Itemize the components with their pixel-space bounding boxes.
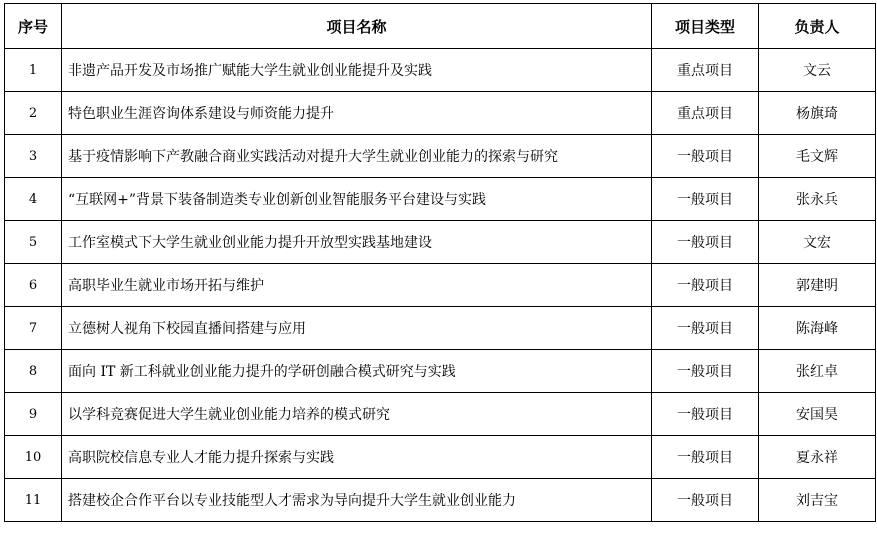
table-row <box>5 49 876 92</box>
table-header-row <box>5 4 876 49</box>
table-row <box>5 92 876 135</box>
cell-project-type: 一般项目 <box>652 135 759 178</box>
table-row <box>5 178 876 221</box>
table-row <box>5 479 876 522</box>
header-project-type: 项目类型 <box>652 4 759 49</box>
cell-index: 6 <box>5 264 62 307</box>
cell-owner: 夏永祥 <box>759 436 876 479</box>
cell-project-type: 一般项目 <box>652 264 759 307</box>
project-table <box>4 3 876 522</box>
cell-index: 10 <box>5 436 62 479</box>
cell-index: 2 <box>5 92 62 135</box>
header-owner: 负责人 <box>759 4 876 49</box>
header-project-name: 项目名称 <box>62 4 652 49</box>
table-row <box>5 307 876 350</box>
cell-owner: 张红卓 <box>759 350 876 393</box>
cell-project-name: 面向 IT 新工科就业创业能力提升的学研创融合模式研究与实践 <box>62 350 652 393</box>
cell-project-type: 一般项目 <box>652 393 759 436</box>
table-row <box>5 135 876 178</box>
cell-project-type: 重点项目 <box>652 49 759 92</box>
cell-index: 4 <box>5 178 62 221</box>
cell-project-name: 搭建校企合作平台以专业技能型人才需求为导向提升大学生就业创业能力 <box>62 479 652 522</box>
cell-project-name: 特色职业生涯咨询体系建设与师资能力提升 <box>62 92 652 135</box>
cell-index: 11 <box>5 479 62 522</box>
cell-owner: 陈海峰 <box>759 307 876 350</box>
cell-project-type: 一般项目 <box>652 178 759 221</box>
cell-project-name: 非遗产品开发及市场推广赋能大学生就业创业能提升及实践 <box>62 49 652 92</box>
cell-project-name: 以学科竞赛促进大学生就业创业能力培养的模式研究 <box>62 393 652 436</box>
table-row <box>5 350 876 393</box>
cell-project-name: “互联网+”背景下装备制造类专业创新创业智能服务平台建设与实践 <box>62 178 652 221</box>
cell-project-name: 高职毕业生就业市场开拓与维护 <box>62 264 652 307</box>
table-row <box>5 436 876 479</box>
cell-project-type: 一般项目 <box>652 350 759 393</box>
cell-project-name: 基于疫情影响下产教融合商业实践活动对提升大学生就业创业能力的探索与研究 <box>62 135 652 178</box>
cell-owner: 毛文辉 <box>759 135 876 178</box>
cell-project-type: 重点项目 <box>652 92 759 135</box>
cell-index: 8 <box>5 350 62 393</box>
cell-index: 3 <box>5 135 62 178</box>
cell-project-name: 立德树人视角下校园直播间搭建与应用 <box>62 307 652 350</box>
cell-owner: 郭建明 <box>759 264 876 307</box>
table-row <box>5 393 876 436</box>
cell-project-type: 一般项目 <box>652 221 759 264</box>
cell-project-type: 一般项目 <box>652 479 759 522</box>
cell-owner: 文宏 <box>759 221 876 264</box>
cell-project-name: 工作室模式下大学生就业创业能力提升开放型实践基地建设 <box>62 221 652 264</box>
cell-owner: 文云 <box>759 49 876 92</box>
cell-project-type: 一般项目 <box>652 307 759 350</box>
header-index: 序号 <box>5 4 62 49</box>
table-row <box>5 221 876 264</box>
cell-index: 5 <box>5 221 62 264</box>
cell-index: 9 <box>5 393 62 436</box>
cell-project-name: 高职院校信息专业人才能力提升探索与实践 <box>62 436 652 479</box>
cell-project-type: 一般项目 <box>652 436 759 479</box>
table-body <box>5 49 876 522</box>
cell-index: 1 <box>5 49 62 92</box>
table-row <box>5 264 876 307</box>
cell-owner: 刘吉宝 <box>759 479 876 522</box>
cell-owner: 杨旗琦 <box>759 92 876 135</box>
cell-owner: 张永兵 <box>759 178 876 221</box>
cell-owner: 安国昊 <box>759 393 876 436</box>
cell-index: 7 <box>5 307 62 350</box>
